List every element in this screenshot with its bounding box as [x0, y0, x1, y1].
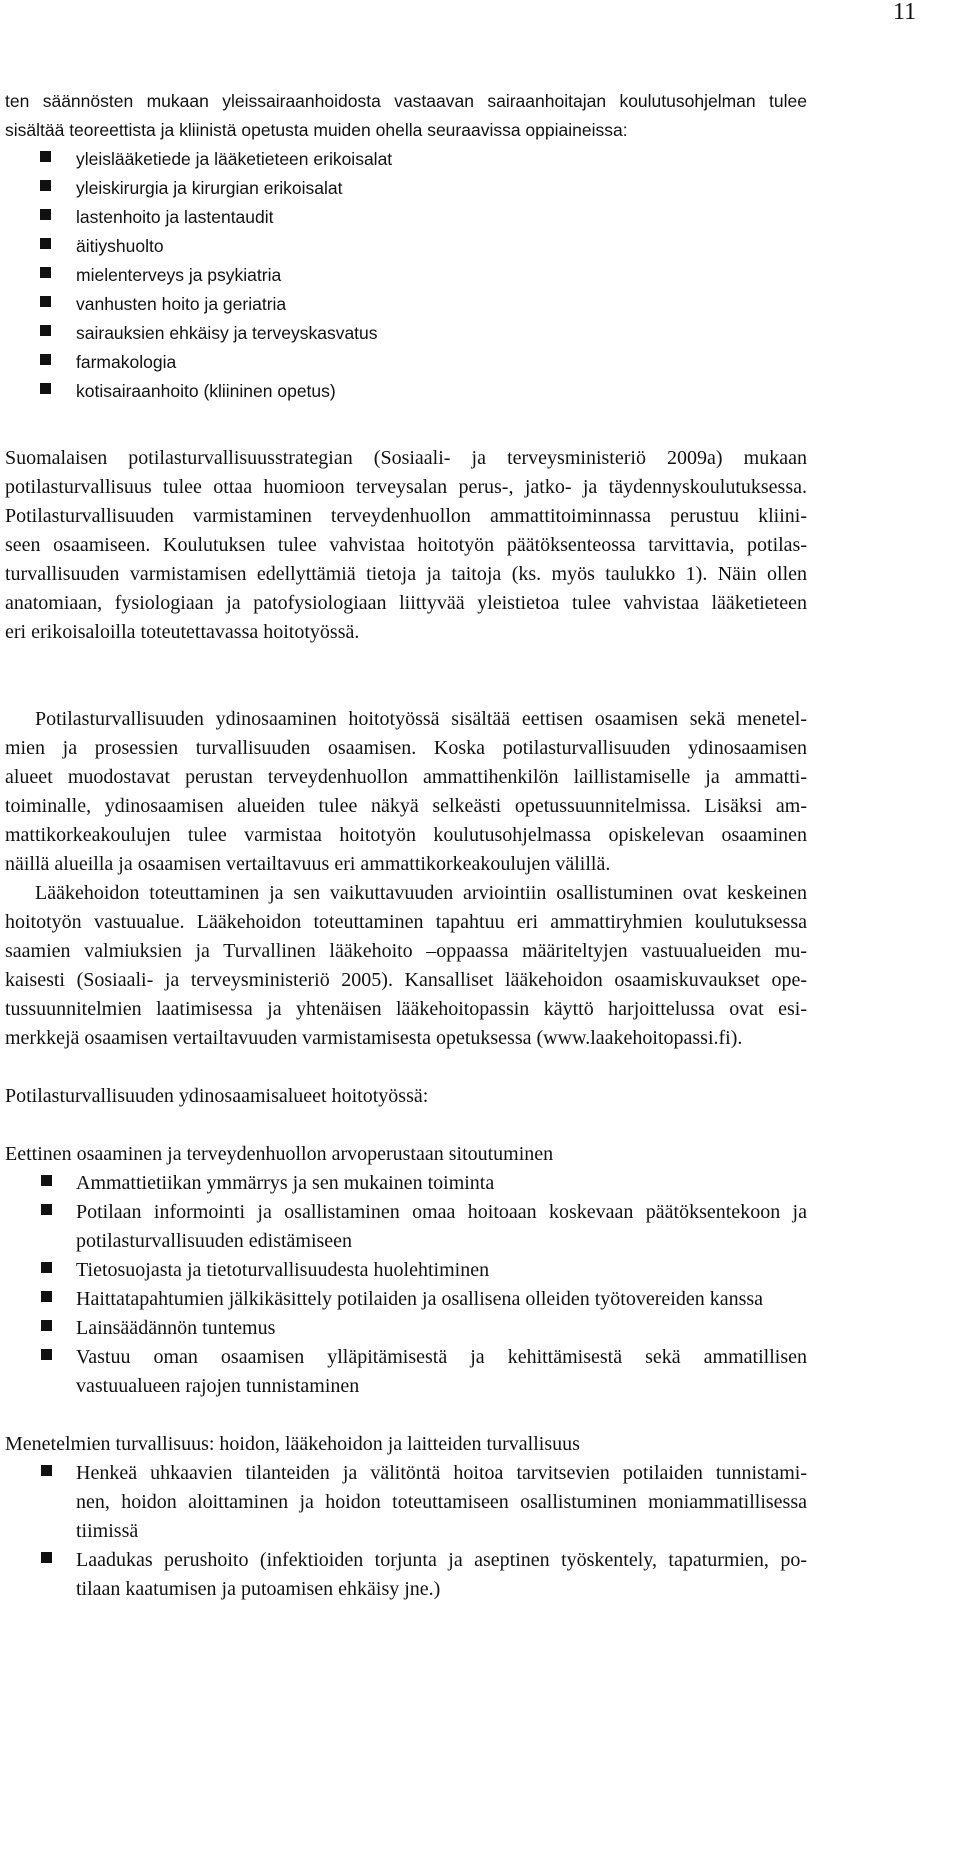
- subject-item: lastenhoito ja lastentaudit: [76, 207, 274, 227]
- text-line: Suomalaisen potilasturvallisuusstrategian (Sosiaali- ja terveysministeriö 2009a) mukaan: [5, 447, 807, 469]
- square-bullet-icon: [40, 325, 51, 336]
- square-bullet-icon: [41, 1552, 52, 1563]
- section-heading: Menetelmien turvallisuus: hoidon, lääkehoidon ja laitteiden turvallisuus: [5, 1433, 580, 1455]
- text-line: tussuunnitelmien laatimisessa ja yhtenäisen lääkehoitopassin käyttö harjoittelussa ovat esi-: [5, 998, 807, 1020]
- square-bullet-icon: [40, 151, 51, 162]
- methods-item-continued: tilaan kaatumisen ja putoamisen ehkäisy jne.): [76, 1578, 441, 1600]
- square-bullet-icon: [40, 383, 51, 394]
- text-line: mattikorkeakoulujen tulee varmistaa hoitotyön koulutusohjelmassa opiskelevan osaaminen: [5, 824, 807, 846]
- square-bullet-icon: [40, 354, 51, 365]
- text-line: Potilasturvallisuuden ydinosaaminen hoitotyössä sisältää eettisen osaamisen sekä menetel-: [35, 708, 807, 730]
- subject-item: farmakologia: [76, 352, 177, 372]
- subject-item: kotisairaanhoito (kliininen opetus): [76, 381, 336, 401]
- square-bullet-icon: [41, 1465, 52, 1476]
- square-bullet-icon: [41, 1291, 52, 1302]
- square-bullet-icon: [40, 209, 51, 220]
- square-bullet-icon: [40, 267, 51, 278]
- ethics-item: Haittatapahtumien jälkikäsittely potilaiden ja osallisena olleiden työtovereiden kanssa: [76, 1288, 764, 1310]
- intro-line: ten säännösten mukaan yleissairaanhoidosta vastaavan sairaanhoitajan koulutusohjelman tulee: [5, 91, 807, 111]
- ethics-item: Potilaan informointi ja osallistaminen omaa hoitoaan koskevaan päätöksentekoon ja: [76, 1201, 807, 1223]
- methods-item-continued: nen, hoidon aloittaminen ja hoidon toteuttamiseen osallistuminen moniammatillisessa: [76, 1491, 807, 1513]
- square-bullet-icon: [41, 1349, 52, 1360]
- text-line: saamien valmiuksien ja Turvallinen lääkehoito –oppaassa määriteltyjen vastuualueiden mu-: [5, 940, 807, 962]
- text-line: näillä alueilla ja osaamisen vertailtavuus eri ammattikorkeakoulujen välillä.: [5, 853, 611, 875]
- text-line: merkkejä osaamisen vertailtavuuden varmistamisesta opetuksessa (www.laakehoitopassi.fi).: [5, 1027, 743, 1049]
- intro-line: sisältää teoreettista ja kliinistä opetusta muiden ohella seuraavissa oppiaineissa:: [5, 120, 628, 140]
- subject-item: vanhusten hoito ja geriatria: [76, 294, 287, 314]
- subject-item: sairauksien ehkäisy ja terveyskasvatus: [76, 323, 378, 343]
- text-line: potilasturvallisuus tulee ottaa huomioon terveysalan perus-, jatko- ja täydennyskoulutuksessa.: [5, 476, 807, 498]
- section-heading: Eettinen osaaminen ja terveydenhuollon arvoperustaan sitoutuminen: [5, 1143, 554, 1165]
- ethics-item: Lainsäädännön tuntemus: [76, 1317, 276, 1339]
- text-line: seen osaamiseen. Koulutuksen tulee vahvistaa hoitotyön päätöksenteossa tarvittavia, potilas-: [5, 534, 807, 556]
- methods-item-continued: tiimissä: [76, 1520, 139, 1542]
- text-line: turvallisuuden varmistamisen edellyttämiä tietoja ja taitoja (ks. myös taulukko 1). Näin ollen: [5, 563, 807, 585]
- subject-item: mielenterveys ja psykiatria: [76, 265, 282, 285]
- ethics-item: Tietosuojasta ja tietoturvallisuudesta huolehtiminen: [76, 1259, 490, 1281]
- ethics-item-continued: potilasturvallisuuden edistämiseen: [76, 1230, 353, 1252]
- square-bullet-icon: [40, 296, 51, 307]
- methods-item: Henkeä uhkaavien tilanteiden ja välitöntä hoitoa tarvitsevien potilaiden tunnistami-: [76, 1462, 807, 1484]
- subject-item: äitiyshuolto: [76, 236, 164, 256]
- subject-item: yleiskirurgia ja kirurgian erikoisalat: [76, 178, 343, 198]
- ethics-item: Ammattietiikan ymmärrys ja sen mukainen toiminta: [76, 1172, 495, 1194]
- text-line: anatomiaan, fysiologiaan ja patofysiologiaan liittyvää yleistietoa tulee vahvistaa lääketieteen: [5, 592, 807, 614]
- square-bullet-icon: [40, 238, 51, 249]
- square-bullet-icon: [41, 1204, 52, 1215]
- text-line: hoitotyön vastuualue. Lääkehoidon toteuttaminen tapahtuu eri ammattiryhmien koulutuksessa: [5, 911, 807, 933]
- page-number: 11: [893, 0, 917, 25]
- square-bullet-icon: [40, 180, 51, 191]
- text-line: mien ja prosessien turvallisuuden osaamisen. Koska potilasturvallisuuden ydinosaamisen: [5, 737, 807, 759]
- text-line: Lääkehoidon toteuttaminen ja sen vaikuttavuuden arviointiin osallistuminen ovat keskeinen: [35, 882, 807, 904]
- text-line: Potilasturvallisuuden varmistaminen terveydenhuollon ammattitoiminnassa perustuu kliini-: [5, 505, 807, 527]
- ethics-item: Vastuu oman osaamisen ylläpitämisestä ja kehittämisestä sekä ammatillisen: [76, 1346, 807, 1368]
- text-line: toiminalle, ydinosaamisen alueiden tulee näkyä selkeästi opetussuunnitelmissa. Lisäksi am-: [5, 795, 807, 817]
- text-line: eri erikoisaloilla toteutettavassa hoitotyössä.: [5, 621, 360, 643]
- text-line: kaisesti (Sosiaali- ja terveysministeriö 2005). Kansalliset lääkehoidon osaamiskuvaukset ope-: [5, 969, 807, 991]
- core-areas-heading: Potilasturvallisuuden ydinosaamisalueet hoitotyössä:: [5, 1085, 429, 1107]
- subject-item: yleislääketiede ja lääketieteen erikoisalat: [76, 149, 393, 169]
- square-bullet-icon: [41, 1320, 52, 1331]
- text-line: alueet muodostavat perustan terveydenhuollon ammattihenkilön laillistamiselle ja ammatti-: [5, 766, 807, 788]
- square-bullet-icon: [41, 1175, 52, 1186]
- square-bullet-icon: [41, 1262, 52, 1273]
- ethics-item-continued: vastuualueen rajojen tunnistaminen: [76, 1375, 360, 1397]
- methods-item: Laadukas perushoito (infektioiden torjunta ja aseptinen työskentely, tapaturmien, po-: [76, 1549, 807, 1571]
